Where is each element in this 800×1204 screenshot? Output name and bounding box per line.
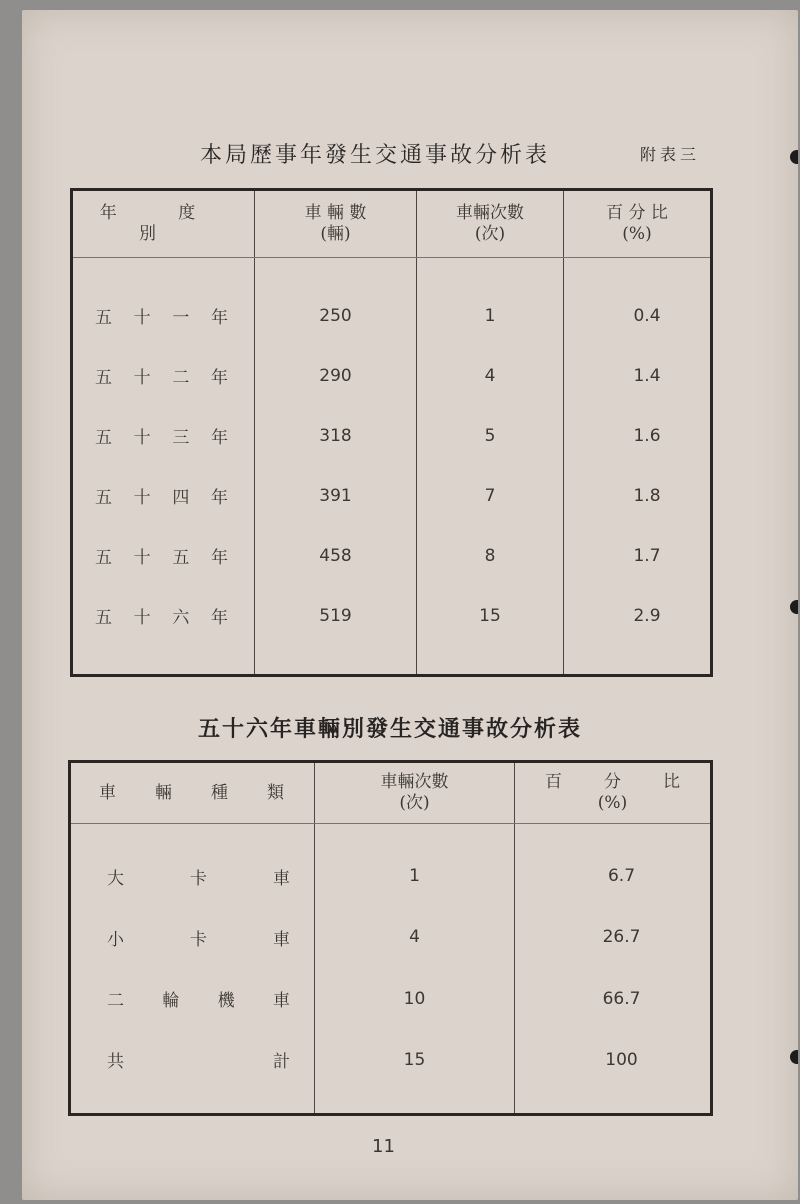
header-char: 輛 bbox=[155, 782, 172, 803]
header-vehicle-type bbox=[70, 762, 315, 824]
count-cell: 15 bbox=[417, 586, 564, 646]
year-char: 五 bbox=[95, 308, 112, 328]
count-cell: 5 bbox=[417, 406, 564, 466]
header-count-label: 車輛次數 bbox=[456, 203, 524, 223]
vehicle-type-accident-table bbox=[68, 760, 713, 1116]
header-char: 類 bbox=[267, 782, 284, 803]
table2-end-row bbox=[70, 1090, 712, 1114]
vehicle-type-label bbox=[71, 925, 314, 950]
binder-hole bbox=[790, 1050, 798, 1064]
table2-title: 五十六年車輛別發生交通事故分析表 bbox=[198, 716, 583, 742]
year-char: 十 bbox=[133, 308, 151, 328]
table-row bbox=[70, 968, 712, 1029]
year-char: 十 bbox=[133, 368, 151, 388]
year-char: 五 bbox=[95, 428, 112, 448]
count-cell: 1 bbox=[315, 846, 515, 907]
year-char: 一 bbox=[172, 308, 190, 328]
annual-accident-table bbox=[70, 188, 713, 677]
header-pct2 bbox=[515, 762, 712, 824]
table-row bbox=[72, 406, 712, 466]
year-char: 五 bbox=[95, 608, 112, 628]
year-char: 五 bbox=[95, 368, 112, 388]
vehicles-cell: 318 bbox=[255, 406, 417, 466]
header-pct2-label bbox=[515, 772, 710, 793]
year-cell bbox=[72, 526, 255, 586]
binder-hole bbox=[790, 600, 798, 614]
count-cell: 4 bbox=[315, 907, 515, 968]
year-char: 年 bbox=[210, 608, 228, 628]
year-label bbox=[73, 423, 254, 448]
year-cell bbox=[72, 286, 255, 346]
vehicle-type-cell bbox=[70, 907, 315, 968]
year-char: 年 bbox=[210, 548, 228, 568]
header-vehicles bbox=[255, 190, 417, 258]
header-count2-label: 車輛次數 bbox=[380, 772, 449, 793]
header-year-text: 年 度 別 bbox=[99, 203, 224, 244]
header-year bbox=[72, 190, 255, 258]
table2-header-row bbox=[70, 762, 712, 824]
type-char: 卡 bbox=[190, 929, 207, 950]
vehicles-cell: 250 bbox=[255, 286, 417, 346]
table-row bbox=[70, 907, 712, 968]
type-char: 卡 bbox=[190, 868, 207, 889]
pct-cell: 6.7 bbox=[515, 846, 712, 907]
vehicle-type-label bbox=[71, 864, 314, 889]
vehicles-cell: 290 bbox=[255, 346, 417, 406]
year-char: 十 bbox=[133, 488, 151, 508]
type-char: 輪 bbox=[162, 991, 180, 1012]
pct-cell: 1.8 bbox=[564, 466, 712, 526]
count-cell: 7 bbox=[417, 466, 564, 526]
count-cell: 8 bbox=[417, 526, 564, 586]
year-char: 年 bbox=[210, 308, 228, 328]
table1-spacer-row bbox=[72, 258, 712, 286]
pct-cell: 2.9 bbox=[564, 586, 712, 646]
header-year-label bbox=[73, 203, 254, 245]
page-number: 11 bbox=[372, 1136, 395, 1157]
pct-cell: 1.6 bbox=[564, 406, 712, 466]
binder-hole bbox=[790, 150, 798, 164]
year-char: 二 bbox=[172, 368, 190, 388]
year-char: 十 bbox=[133, 548, 151, 568]
type-char: 車 bbox=[273, 929, 290, 950]
year-cell bbox=[72, 406, 255, 466]
pct-cell: 0.4 bbox=[564, 286, 712, 346]
annex-label: 附表三 bbox=[640, 145, 701, 164]
pct-cell: 66.7 bbox=[515, 968, 712, 1029]
vehicles-cell: 391 bbox=[255, 466, 417, 526]
header-char: 百 bbox=[545, 772, 562, 793]
table-row bbox=[70, 846, 712, 907]
vehicles-cell: 458 bbox=[255, 526, 417, 586]
header-pct bbox=[564, 190, 712, 258]
pct-cell: 1.7 bbox=[564, 526, 712, 586]
header-pct2-unit: (%) bbox=[597, 793, 628, 814]
type-char: 二 bbox=[107, 991, 124, 1012]
year-char: 年 bbox=[210, 488, 228, 508]
vehicle-type-cell bbox=[70, 846, 315, 907]
header-count bbox=[417, 190, 564, 258]
year-label bbox=[73, 543, 254, 568]
header-pct-label: 百 分 比 bbox=[606, 203, 668, 223]
type-char: 大 bbox=[107, 868, 124, 889]
header-vehicle-type-label bbox=[71, 783, 314, 804]
pct-cell: 100 bbox=[515, 1029, 712, 1090]
table-row bbox=[70, 1029, 712, 1090]
header-char: 分 bbox=[604, 772, 621, 793]
year-char: 三 bbox=[172, 428, 190, 448]
type-char: 小 bbox=[107, 929, 124, 950]
year-cell bbox=[72, 586, 255, 646]
pct-cell: 1.4 bbox=[564, 346, 712, 406]
header-count2 bbox=[315, 762, 515, 824]
year-char: 十 bbox=[133, 608, 151, 628]
vehicle-type-cell bbox=[70, 968, 315, 1029]
year-cell bbox=[72, 466, 255, 526]
table-row bbox=[72, 346, 712, 406]
vehicle-type-label bbox=[71, 1047, 314, 1072]
header-pct-unit: (%) bbox=[622, 224, 652, 244]
table2-spacer-row bbox=[70, 824, 712, 846]
year-char: 五 bbox=[95, 548, 112, 568]
year-char: 年 bbox=[210, 368, 228, 388]
count-cell: 1 bbox=[417, 286, 564, 346]
year-cell bbox=[72, 346, 255, 406]
year-char: 五 bbox=[95, 488, 112, 508]
header-char: 比 bbox=[663, 772, 680, 793]
year-char: 五 bbox=[172, 548, 190, 568]
table1-header-row bbox=[72, 190, 712, 258]
year-label bbox=[73, 303, 254, 328]
header-char: 種 bbox=[211, 782, 228, 803]
table1-title: 本局歷事年發生交通事故分析表 bbox=[200, 143, 551, 168]
table-row bbox=[72, 586, 712, 646]
vehicle-type-cell bbox=[70, 1029, 315, 1090]
count-cell: 15 bbox=[315, 1029, 515, 1090]
pct-cell: 26.7 bbox=[515, 907, 712, 968]
year-char: 六 bbox=[172, 608, 190, 628]
type-char: 機 bbox=[217, 991, 235, 1012]
table1-end-row bbox=[72, 646, 712, 676]
table-row bbox=[72, 286, 712, 346]
year-char: 年 bbox=[210, 428, 228, 448]
type-char: 共 bbox=[107, 1052, 124, 1073]
table-row bbox=[72, 466, 712, 526]
type-char: 車 bbox=[272, 991, 290, 1012]
header-count-unit: (次) bbox=[474, 224, 506, 244]
header-char: 車 bbox=[99, 782, 116, 803]
vehicles-cell: 519 bbox=[255, 586, 417, 646]
count-cell: 4 bbox=[417, 346, 564, 406]
header-vehicles-label: 車 輛 數 bbox=[304, 203, 367, 223]
year-label bbox=[73, 483, 254, 508]
year-char: 十 bbox=[133, 428, 151, 448]
year-label bbox=[73, 603, 254, 628]
type-char: 車 bbox=[273, 868, 290, 889]
table-row bbox=[72, 526, 712, 586]
year-char: 四 bbox=[172, 488, 190, 508]
type-char: 計 bbox=[273, 1052, 290, 1073]
count-cell: 10 bbox=[315, 968, 515, 1029]
header-count2-unit: (次) bbox=[399, 793, 430, 814]
header-vehicles-unit: (輛) bbox=[320, 224, 351, 244]
year-label bbox=[73, 363, 254, 388]
vehicle-type-label bbox=[71, 986, 314, 1011]
